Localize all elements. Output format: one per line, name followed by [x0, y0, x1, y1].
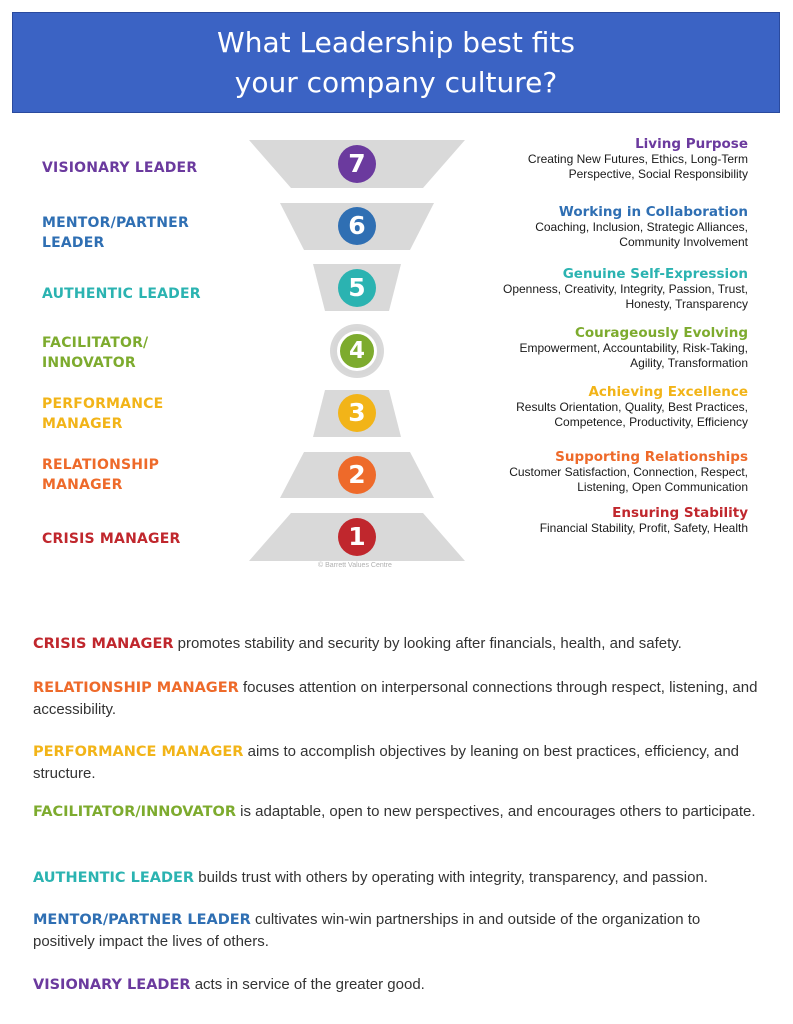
- level-4-value-title: Courageously Evolving: [574, 325, 748, 341]
- level-2-value-title: Supporting Relationships: [555, 449, 748, 465]
- level-7-badge: 7: [338, 145, 376, 183]
- level-1-value-title: Ensuring Stability: [612, 505, 748, 521]
- role-description: aims to accomplish objectives by leaning on best practices, efficiency, and structure.: [33, 743, 740, 782]
- level-2-values: Supporting Relationships Customer Satisfaction, Connection, Respect, Listening, Open Communication: [448, 449, 748, 495]
- role-name: RELATIONSHIP MANAGER: [33, 680, 239, 696]
- role-name: PERFORMANCE MANAGER: [33, 744, 244, 760]
- level-1-name: CRISIS MANAGER: [42, 531, 181, 547]
- role-name: MENTOR/PARTNER LEADER: [33, 912, 251, 928]
- level-1-values: Ensuring Stability Financial Stability, Profit, Safety, Health: [448, 505, 748, 536]
- description-facilitator-innovator: [33, 801, 758, 823]
- level-3-values: Achieving Excellence Results Orientation, Quality, Best Practices, Competence, Productivity, Efficiency: [448, 384, 748, 430]
- level-6-badge: 6: [338, 207, 376, 245]
- role-name: AUTHENTIC LEADER: [33, 870, 195, 886]
- role-description: focuses attention on interpersonal connections through respect, listening, and accessibility.: [33, 679, 758, 718]
- level-4-badge: 4: [337, 331, 377, 371]
- role-description: promotes stability and security by looking after financials, health, and safety.: [173, 635, 682, 652]
- copyright-note: © Barrett Values Centre: [318, 562, 392, 569]
- level-1-badge: 1: [338, 518, 376, 556]
- description-authentic-leader: [33, 867, 758, 889]
- description-relationship-manager: [33, 677, 758, 721]
- title-line-1: What Leadership best fits: [217, 26, 575, 59]
- description-visionary-leader: [33, 974, 758, 996]
- level-6-values: Working in Collaboration Coaching, Inclusion, Strategic Alliances, Community Involvement: [448, 204, 748, 250]
- level-3-value-title: Achieving Excellence: [588, 384, 748, 400]
- role-description: acts in service of the greater good.: [190, 976, 425, 993]
- level-3-name: PERFORMANCE MANAGER: [42, 396, 164, 432]
- level-4-name: FACILITATOR/ INNOVATOR: [42, 335, 149, 371]
- level-2-name: RELATIONSHIP MANAGER: [42, 457, 160, 493]
- role-description: is adaptable, open to new perspectives, and encourages others to participate.: [236, 803, 756, 820]
- title-line-2: your company culture?: [234, 66, 558, 99]
- level-4-values: Courageously Evolving Empowerment, Accountability, Risk-Taking, Agility, Transformation: [448, 325, 748, 371]
- role-name: VISIONARY LEADER: [33, 977, 191, 993]
- level-6-value-title: Working in Collaboration: [558, 204, 748, 220]
- description-mentor-partner-leader: [33, 909, 758, 953]
- level-5-value-title: Genuine Self-Expression: [562, 266, 748, 282]
- role-name: CRISIS MANAGER: [33, 636, 174, 652]
- description-crisis-manager: [33, 633, 758, 655]
- role-description: builds trust with others by operating with integrity, transparency, and passion.: [194, 869, 708, 886]
- level-3-badge: 3: [338, 394, 376, 432]
- role-description: cultivates win-win partnerships in and outside of the organization to positively impact the lives of others.: [33, 911, 701, 950]
- level-7-value-title: Living Purpose: [635, 136, 748, 152]
- level-2-badge: 2: [338, 456, 376, 494]
- level-6-name: MENTOR/PARTNER LEADER: [42, 215, 189, 251]
- level-5-badge: 5: [338, 269, 376, 307]
- level-5-values: Genuine Self-Expression Openness, Creativity, Integrity, Passion, Trust, Honesty, Transparency: [448, 266, 748, 312]
- level-7-name: VISIONARY LEADER: [42, 160, 198, 176]
- description-performance-manager: [33, 741, 758, 785]
- level-5-name: AUTHENTIC LEADER: [42, 286, 201, 302]
- role-name: FACILITATOR/INNOVATOR: [33, 804, 236, 820]
- level-7-values: Living Purpose Creating New Futures, Ethics, Long-Term Perspective, Social Responsibility: [448, 136, 748, 182]
